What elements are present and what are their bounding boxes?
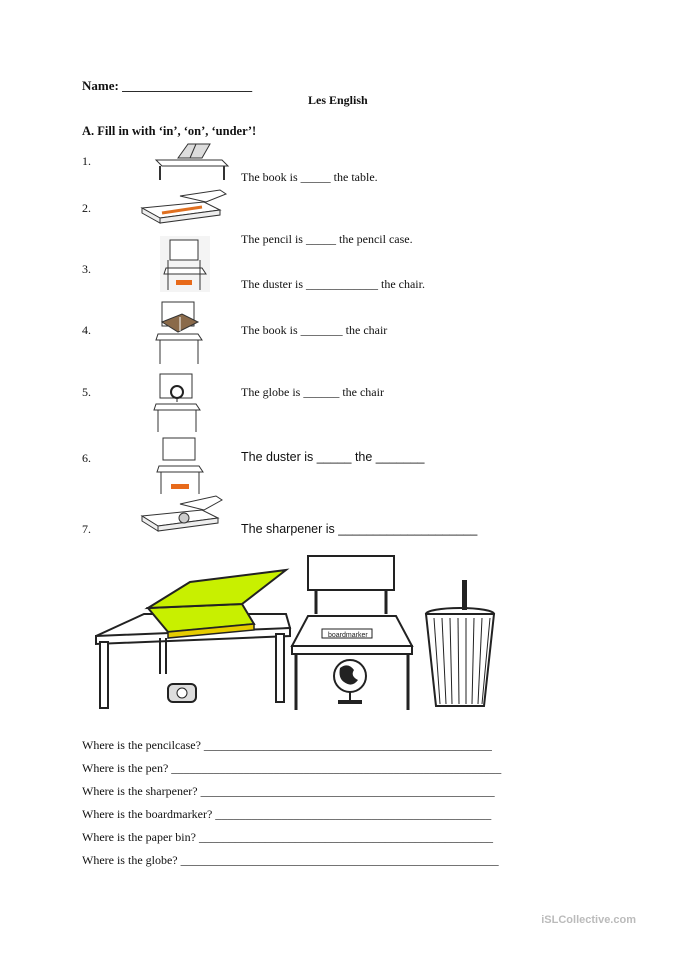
question: Where is the paper bin? _________________________________________________ [82,830,493,844]
question: Where is the boardmarker? ______________________________________________ [82,807,492,821]
item-sentence: The duster is ____________ the chair. [241,277,425,291]
pencil-in-case-image [140,188,230,224]
book-on-table-image [150,138,230,182]
item-sentence: The sharpener is ____________________ [241,522,478,536]
globe-chair-image [152,372,202,434]
item-number: 7. [82,522,91,536]
page-title: Les English [308,93,368,107]
duster-under-chair-image [160,236,210,292]
item-sentence: The pencil is _____ the pencil case. [241,232,413,246]
question: Where is the pen? _______________________________________________________ [82,761,502,775]
item-sentence: The book is _____ the table. [241,170,378,184]
item-number: 5. [82,385,91,399]
item-number: 6. [82,451,91,465]
item-sentence: The globe is ______ the chair [241,385,384,399]
question: Where is the sharpener? _________________________________________________ [82,784,495,798]
instruction: A. Fill in with ‘in’, ‘on’, ‘under’! [82,124,257,138]
watermark: iSLCollective.com [541,914,636,926]
question: Where is the pencilcase? ________________________________________________ [82,738,492,752]
question: Where is the globe? _____________________________________________________ [82,853,499,867]
item-number: 3. [82,262,91,276]
item-number: 4. [82,323,91,337]
book-on-chair-image [154,300,204,366]
name-line: Name: ____________________ [82,78,253,93]
sharpener-in-case-image [140,494,230,534]
marker-label: boardmarker [328,632,368,639]
item-number: 2. [82,201,91,215]
item-number: 1. [82,154,91,168]
item-sentence: The duster is _____ the _______ [241,450,425,464]
duster-chair-image [155,436,205,496]
item-sentence: The book is _______ the chair [241,323,388,337]
classroom-scene-image [90,550,510,720]
